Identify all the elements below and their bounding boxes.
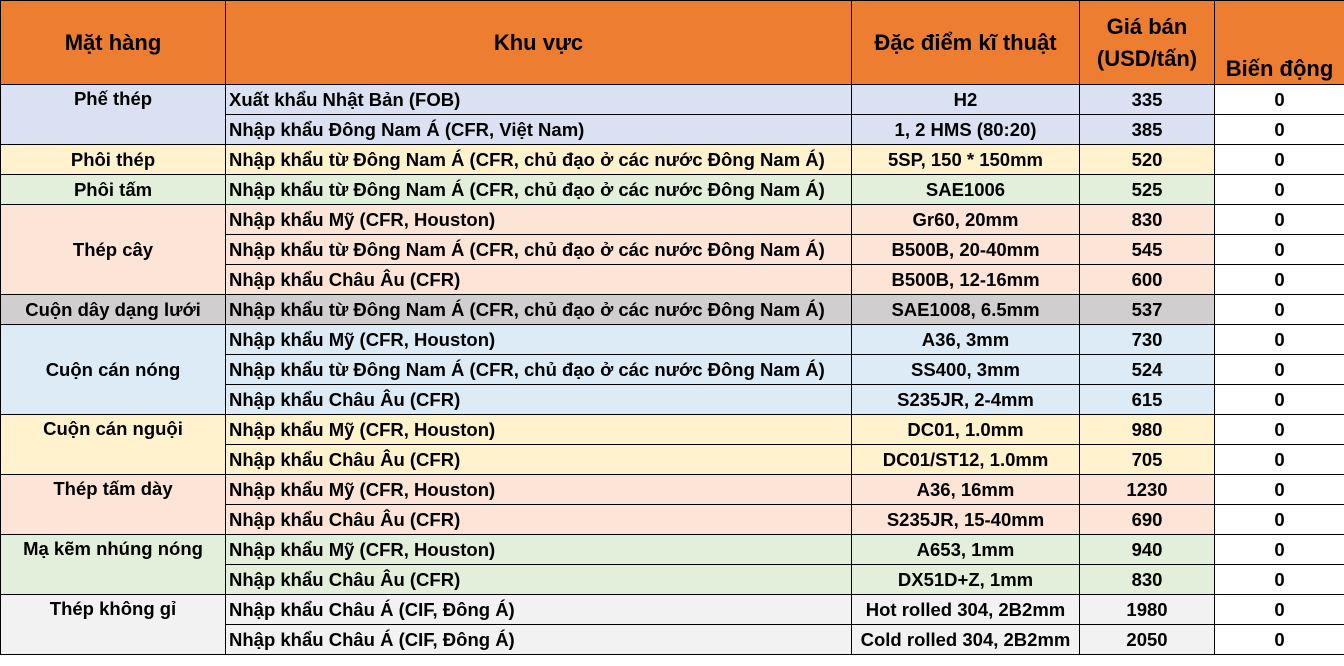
change-cell: 0 [1215,235,1344,265]
spec-cell: A653, 1mm [852,535,1080,565]
category-cell: Cuộn cán nóng [1,325,226,415]
price-cell: 600 [1080,265,1215,295]
category-cell: Mạ kẽm nhúng nóng [1,535,226,595]
region-cell: Nhập khẩu từ Đông Nam Á (CFR, chủ đạo ở các nước Đông Nam Á) [226,175,852,205]
spec-cell: DC01/ST12, 1.0mm [852,445,1080,475]
spec-cell: Cold rolled 304, 2B2mm [852,625,1080,655]
region-cell: Nhập khẩu Mỹ (CFR, Houston) [226,475,852,505]
spec-cell: Hot rolled 304, 2B2mm [852,595,1080,625]
price-cell: 545 [1080,235,1215,265]
region-cell: Nhập khẩu Đông Nam Á (CFR, Việt Nam) [226,115,852,145]
price-cell: 335 [1080,85,1215,115]
table-row [1,535,1344,565]
price-cell: 690 [1080,505,1215,535]
spec-cell: S235JR, 2-4mm [852,385,1080,415]
spec-cell: 1, 2 HMS (80:20) [852,115,1080,145]
price-cell: 2050 [1080,625,1215,655]
spec-cell: DX51D+Z, 1mm [852,565,1080,595]
spec-cell: B500B, 20-40mm [852,235,1080,265]
region-cell: Nhập khẩu Mỹ (CFR, Houston) [226,415,852,445]
table-row [1,595,1344,625]
change-cell: 0 [1215,115,1344,145]
price-cell: 830 [1080,205,1215,235]
change-cell: 0 [1215,595,1344,625]
region-cell: Nhập khẩu từ Đông Nam Á (CFR, chủ đạo ở các nước Đông Nam Á) [226,355,852,385]
spec-cell: H2 [852,85,1080,115]
change-cell: 0 [1215,565,1344,595]
category-cell: Thép tấm dày [1,475,226,535]
table-row [1,475,1344,505]
spec-cell: SAE1008, 6.5mm [852,295,1080,325]
change-cell: 0 [1215,415,1344,445]
header-region: Khu vực [226,1,852,85]
change-cell: 0 [1215,385,1344,415]
change-cell: 0 [1215,205,1344,235]
header-price-line2: (USD/tấn) [1096,45,1198,71]
region-cell: Nhập khẩu từ Đông Nam Á (CFR, chủ đạo ở các nước Đông Nam Á) [226,295,852,325]
region-cell: Nhập khẩu Mỹ (CFR, Houston) [226,535,852,565]
price-cell: 730 [1080,325,1215,355]
header-row [1,1,1344,85]
price-cell: 520 [1080,145,1215,175]
region-cell: Nhập khẩu Châu Âu (CFR) [226,385,852,415]
price-cell: 1980 [1080,595,1215,625]
category-cell: Cuộn cán nguội [1,415,226,475]
header-item: Mặt hàng [1,1,226,85]
region-cell: Nhập khẩu Mỹ (CFR, Houston) [226,205,852,235]
change-cell: 0 [1215,535,1344,565]
region-cell: Nhập khẩu Châu Âu (CFR) [226,565,852,595]
price-cell: 940 [1080,535,1215,565]
price-cell: 830 [1080,565,1215,595]
table-row [1,85,1344,115]
price-cell: 524 [1080,355,1215,385]
category-cell: Phôi thép [1,145,226,175]
spec-cell: DC01, 1.0mm [852,415,1080,445]
change-cell: 0 [1215,265,1344,295]
price-cell: 705 [1080,445,1215,475]
spec-cell: Gr60, 20mm [852,205,1080,235]
header-spec: Đặc điểm kĩ thuật [852,1,1080,85]
category-cell: Phôi tấm [1,175,226,205]
region-cell: Nhập khẩu Châu Âu (CFR) [226,505,852,535]
change-cell: 0 [1215,175,1344,205]
region-cell: Nhập khẩu Châu Á (CIF, Đông Á) [226,625,852,655]
table-row [1,145,1344,175]
spec-cell: 5SP, 150 * 150mm [852,145,1080,175]
region-cell: Nhập khẩu Mỹ (CFR, Houston) [226,325,852,355]
change-cell: 0 [1215,625,1344,655]
price-cell: 1230 [1080,475,1215,505]
table-row [1,205,1344,235]
region-cell: Nhập khẩu từ Đông Nam Á (CFR, chủ đạo ở các nước Đông Nam Á) [226,235,852,265]
change-cell: 0 [1215,85,1344,115]
category-cell: Thép cây [1,205,226,295]
price-cell: 525 [1080,175,1215,205]
region-cell: Xuất khẩu Nhật Bản (FOB) [226,85,852,115]
change-cell: 0 [1215,325,1344,355]
header-price-line1: Giá bán [1106,13,1188,39]
price-cell: 385 [1080,115,1215,145]
change-cell: 0 [1215,445,1344,475]
change-cell: 0 [1215,505,1344,535]
region-cell: Nhập khẩu từ Đông Nam Á (CFR, chủ đạo ở các nước Đông Nam Á) [226,145,852,175]
change-cell: 0 [1215,145,1344,175]
region-cell: Nhập khẩu Châu Âu (CFR) [226,265,852,295]
change-cell: 0 [1215,295,1344,325]
change-cell: 0 [1215,475,1344,505]
region-cell: Nhập khẩu Châu Á (CIF, Đông Á) [226,595,852,625]
table-row [1,175,1344,205]
spec-cell: A36, 16mm [852,475,1080,505]
table-row [1,415,1344,445]
change-cell: 0 [1215,355,1344,385]
spec-cell: A36, 3mm [852,325,1080,355]
category-cell: Phế thép [1,85,226,145]
category-cell: Thép không gỉ [1,595,226,655]
spec-cell: S235JR, 15-40mm [852,505,1080,535]
region-cell: Nhập khẩu Châu Âu (CFR) [226,445,852,475]
price-cell: 980 [1080,415,1215,445]
spec-cell: B500B, 12-16mm [852,265,1080,295]
spec-cell: SAE1006 [852,175,1080,205]
header-change: Biến động [1215,1,1344,85]
price-cell: 537 [1080,295,1215,325]
table-row [1,325,1344,355]
header-price [1080,1,1215,85]
table-row [1,295,1344,325]
price-cell: 615 [1080,385,1215,415]
spec-cell: SS400, 3mm [852,355,1080,385]
category-cell: Cuộn dây dạng lưới [1,295,226,325]
